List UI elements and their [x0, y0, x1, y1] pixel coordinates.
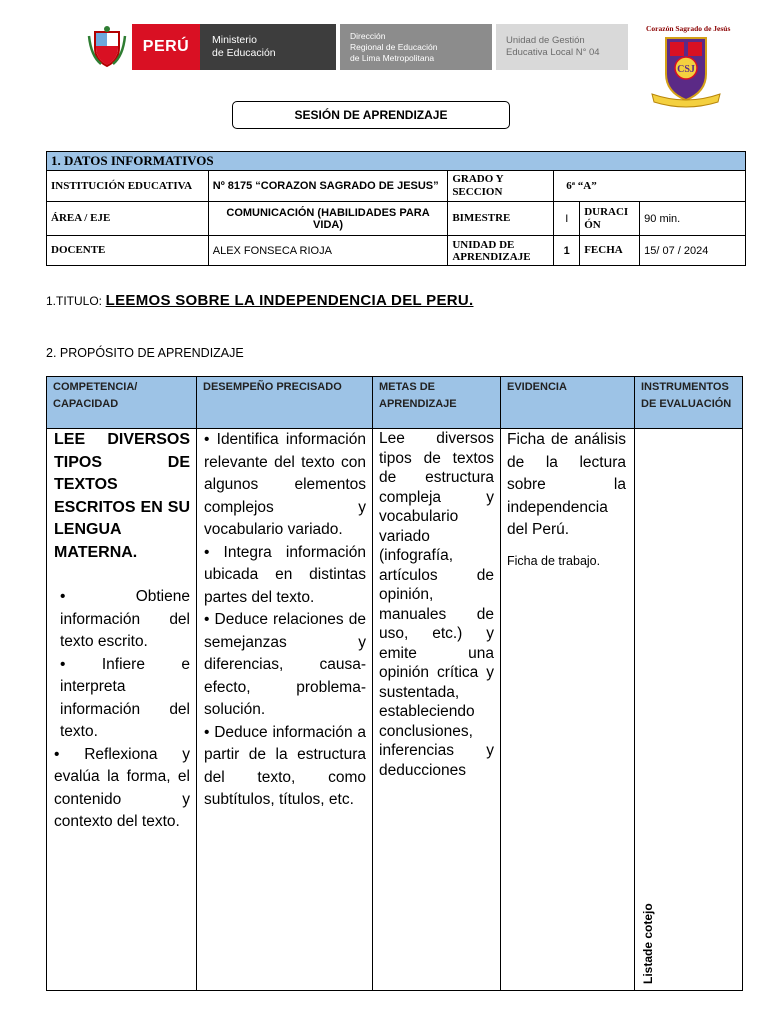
- capacidad-item: • Infiere e interpreta información del texto.: [60, 655, 190, 740]
- grado-value: 6ª “A”: [554, 171, 746, 202]
- institucion-label: INSTITUCIÓN EDUCATIVA: [47, 171, 209, 202]
- institucion-value: Nº 8175 “CORAZON SAGRADO DE JESUS”: [208, 171, 448, 202]
- unidad-value: 1: [554, 236, 580, 266]
- area-value: COMUNICACIÓN (HABILIDADES PARA VIDA): [208, 202, 448, 236]
- ministerio-label: Ministerio de Educación: [200, 24, 336, 70]
- unidad-label: UNIDAD DE APRENDIZAJE: [448, 236, 554, 266]
- instrumento-text: Listade cotejo: [641, 903, 655, 984]
- peru-label: PERÚ: [132, 24, 200, 70]
- docente-label: DOCENTE: [47, 236, 209, 266]
- header-banner: [82, 24, 628, 70]
- duracion-value: 90 min.: [640, 202, 746, 236]
- titulo-text: LEEMOS SOBRE LA INDEPENDENCIA DEL PERU.: [105, 292, 474, 309]
- fecha-value: 15/ 07 / 2024: [640, 236, 746, 266]
- school-shield-icon: [648, 34, 724, 110]
- duracion-label: DURACIÓN: [580, 202, 640, 236]
- grado-label: GRADO Y SECCION: [448, 171, 554, 202]
- metas-text: Lee diversos tipos de textos de estructura compleja y vocabulario variado (infografía, artículos de opinión, manuales de uso, etc.) y emite una opinión crítica y sustentada, estableciendo conclusiones, inferencias y deducciones: [379, 430, 494, 779]
- direccion-label: Dirección Regional de Educación de Lima Metropolitana: [340, 24, 492, 70]
- datos-table: [46, 151, 746, 266]
- metas-cell: [373, 429, 501, 991]
- desempeno-item: • Identifica información relevante del texto con algunos elementos complejos y vocabulario variado.: [204, 431, 366, 538]
- titulo-label: 1.TITULO:: [46, 294, 103, 308]
- peru-crest-icon: [82, 24, 132, 70]
- svg-text:CSJ: CSJ: [677, 64, 695, 75]
- desempeno-item: • Deduce información a partir de la estructura del texto, como subtítulos, títulos, etc.: [204, 723, 366, 808]
- desempeno-cell: [197, 429, 373, 991]
- bimestre-value: I: [554, 202, 580, 236]
- area-label: ÁREA / EJE: [47, 202, 209, 236]
- desempeno-item: • Deduce relaciones de semejanzas y diferencias, causa-efecto, problema-solución.: [204, 611, 366, 718]
- header-instrumentos: INSTRUMENTOS DE EVALUACIÓN: [635, 377, 743, 429]
- desempeno-item: • Integra información ubicada en distintas partes del texto.: [204, 543, 366, 606]
- header-desempeno: DESEMPEÑO PRECISADO: [197, 377, 373, 429]
- proposito-table: [46, 376, 743, 991]
- header-evidencia: EVIDENCIA: [501, 377, 635, 429]
- titulo-line: [46, 292, 474, 309]
- header-metas: METAS DE APRENDIZAJE: [373, 377, 501, 429]
- session-title: SESIÓN DE APRENDIZAJE: [232, 101, 510, 129]
- proposito-heading: 2. PROPÓSITO DE APRENDIZAJE: [46, 346, 244, 360]
- evidencia-text: Ficha de análisis de la lectura sobre la independencia del Perú.: [507, 431, 626, 538]
- capacidad-item: • Reflexiona y evalúa la forma, el contenido y contexto del texto.: [54, 745, 190, 830]
- school-name: Corazón Sagrado de Jesús: [646, 24, 731, 33]
- competencia-cell: [47, 429, 197, 991]
- docente-value: ALEX FONSECA RIOJA: [208, 236, 448, 266]
- bimestre-label: BIMESTRE: [448, 202, 554, 236]
- header-competencia: COMPETENCIA/ CAPACIDAD: [47, 377, 197, 429]
- datos-heading: 1. DATOS INFORMATIVOS: [47, 152, 746, 171]
- instrumentos-cell: [635, 429, 743, 991]
- evidencia-extra: Ficha de trabajo.: [507, 553, 601, 568]
- capacidad-item: • Obtiene información del texto escrito.: [60, 588, 190, 650]
- evidencia-cell: [501, 429, 635, 991]
- competencia-text: LEE DIVERSOS TIPOS DE TEXTOS ESCRITOS EN SU LENGUA MATERNA.: [54, 431, 190, 561]
- fecha-label: FECHA: [580, 236, 640, 266]
- ugel-label: Unidad de Gestión Educativa Local N° 04: [496, 24, 628, 70]
